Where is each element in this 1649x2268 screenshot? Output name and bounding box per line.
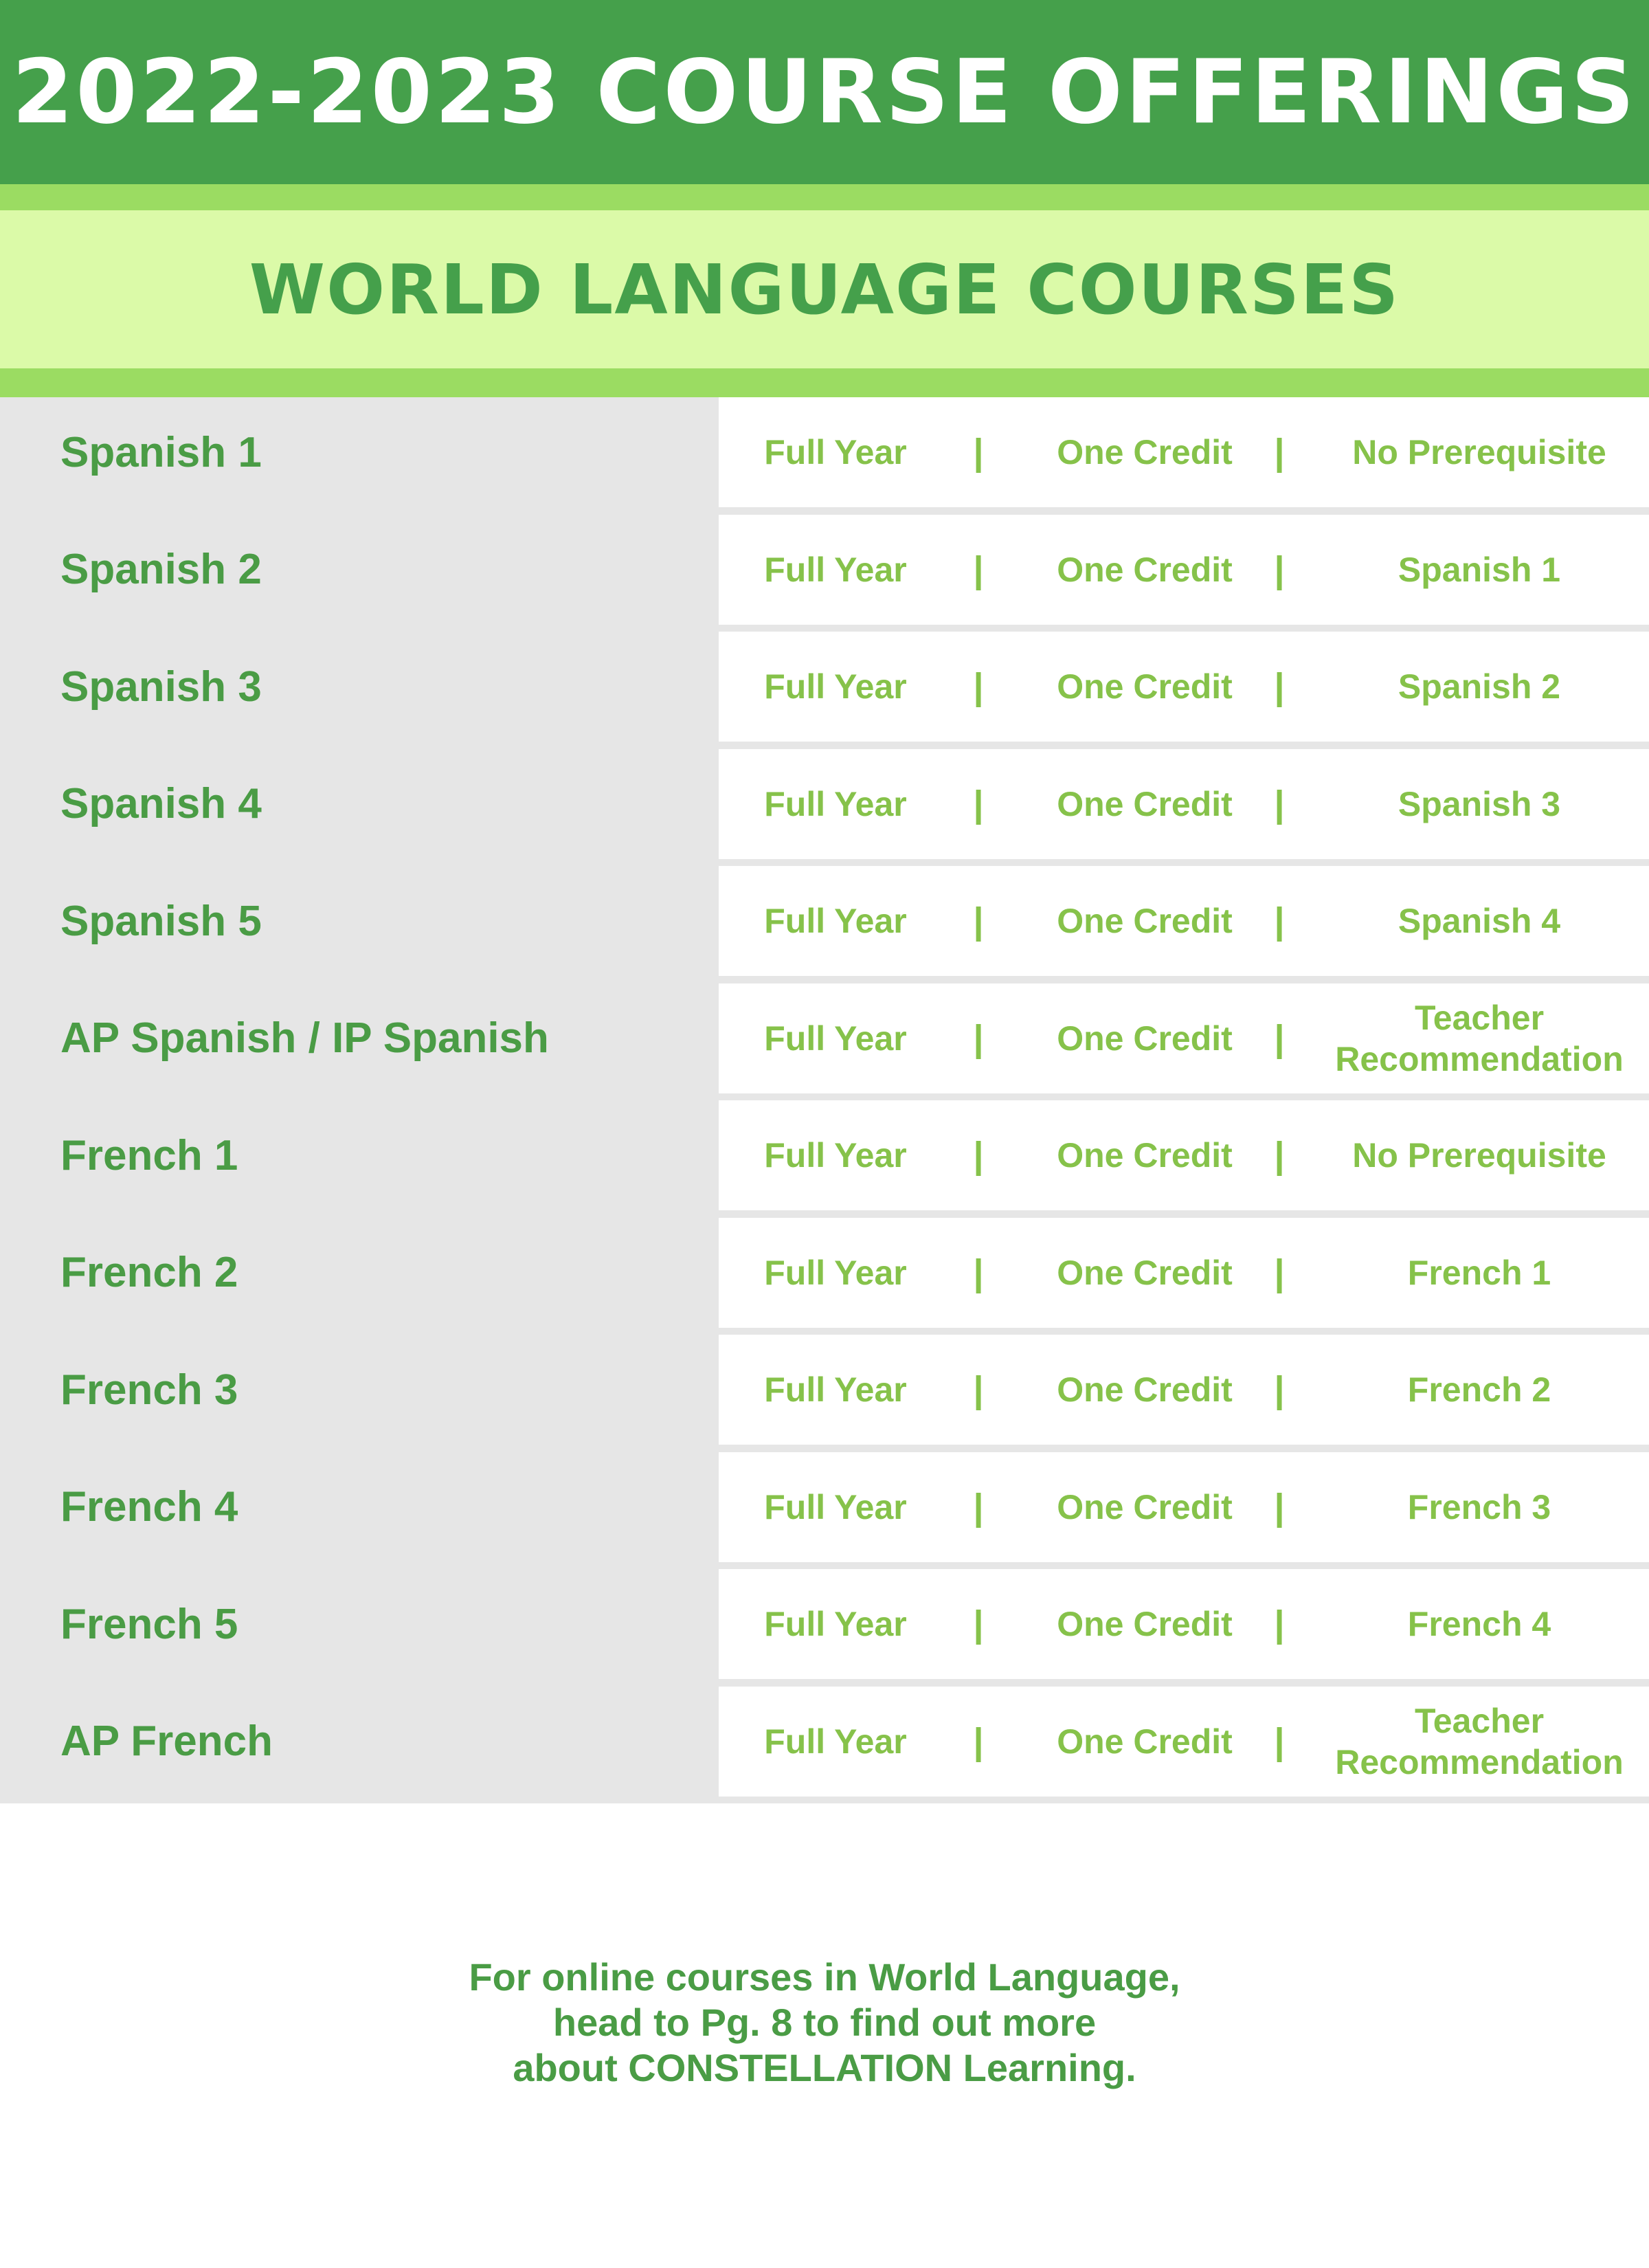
course-credit: One Credit (1057, 1605, 1233, 1643)
course-details (719, 1100, 1649, 1210)
course-row (0, 1218, 1649, 1335)
column-separator: | (1274, 1252, 1285, 1293)
course-prerequisite: Spanish 4 (1398, 902, 1561, 940)
column-separator: | (1274, 1486, 1285, 1528)
course-prerequisite: French 2 (1407, 1370, 1551, 1409)
course-row (0, 1452, 1649, 1570)
course-credit: One Credit (1057, 433, 1233, 471)
course-duration: Full Year (764, 1019, 907, 1058)
divider-stripe (0, 184, 1649, 210)
course-table (0, 397, 1649, 1803)
column-separator: | (1274, 1135, 1285, 1176)
course-duration: Full Year (764, 1370, 907, 1409)
course-name: Spanish 5 (60, 897, 262, 945)
course-details (719, 515, 1649, 625)
course-details (719, 866, 1649, 976)
course-row (0, 866, 1649, 983)
course-details (719, 1687, 1649, 1797)
divider-stripe (0, 368, 1649, 397)
course-duration: Full Year (764, 1487, 907, 1526)
column-separator: | (1274, 1603, 1285, 1645)
course-name: French 1 (60, 1131, 238, 1179)
column-separator: | (1274, 1017, 1285, 1059)
course-credit: One Credit (1057, 550, 1233, 589)
course-details (719, 632, 1649, 742)
course-details (719, 983, 1649, 1093)
course-credit: One Credit (1057, 784, 1233, 823)
course-row (0, 397, 1649, 515)
footer-line: about CONSTELLATION Learning. (513, 2046, 1136, 2089)
course-credit: One Credit (1057, 1253, 1233, 1292)
column-separator: | (973, 548, 984, 590)
column-separator: | (1274, 1720, 1285, 1762)
footer-note (0, 1955, 1649, 2091)
course-name: Spanish 2 (60, 546, 262, 593)
course-details (719, 1335, 1649, 1445)
course-prerequisite: Spanish 1 (1398, 550, 1561, 589)
course-details (719, 1452, 1649, 1562)
course-duration: Full Year (764, 550, 907, 589)
course-duration: Full Year (764, 1253, 907, 1292)
course-name: AP Spanish / IP Spanish (60, 1014, 549, 1062)
course-duration: Full Year (764, 667, 907, 706)
course-prerequisite: French 1 (1407, 1253, 1551, 1292)
course-prerequisite: French 4 (1407, 1605, 1551, 1643)
column-separator: | (973, 432, 984, 473)
column-separator: | (973, 1369, 984, 1410)
course-credit: One Credit (1057, 1136, 1233, 1175)
course-details (719, 397, 1649, 507)
course-credit: One Credit (1057, 1370, 1233, 1409)
course-duration: Full Year (764, 784, 907, 823)
course-prerequisite: No Prerequisite (1352, 433, 1606, 471)
course-name: Spanish 3 (60, 663, 262, 711)
column-separator: | (1274, 666, 1285, 707)
course-row (0, 749, 1649, 867)
course-prerequisite: Spanish 3 (1398, 784, 1561, 823)
course-prerequisite: Teacher Recommendation (1335, 998, 1624, 1078)
course-prerequisite: Teacher Recommendation (1335, 1701, 1624, 1781)
course-row (0, 983, 1649, 1101)
column-separator: | (973, 1135, 984, 1176)
course-name: AP French (60, 1717, 273, 1765)
course-row (0, 1569, 1649, 1687)
footer-line: For online courses in World Language, (469, 1955, 1180, 1999)
course-name: Spanish 1 (60, 428, 262, 476)
course-credit: One Credit (1057, 1722, 1233, 1761)
course-credit: One Credit (1057, 667, 1233, 706)
course-details (719, 1218, 1649, 1328)
column-separator: | (1274, 783, 1285, 825)
course-duration: Full Year (764, 902, 907, 940)
course-credit: One Credit (1057, 1019, 1233, 1058)
course-credit: One Credit (1057, 902, 1233, 940)
course-prerequisite: Spanish 2 (1398, 667, 1561, 706)
column-separator: | (973, 1252, 984, 1293)
column-separator: | (973, 1017, 984, 1059)
course-duration: Full Year (764, 1136, 907, 1175)
course-details (719, 749, 1649, 859)
course-duration: Full Year (764, 1722, 907, 1761)
course-details (719, 1569, 1649, 1679)
page-title: 2022-2023 COURSE OFFERINGS (12, 41, 1637, 144)
footer-line: head to Pg. 8 to find out more (552, 2001, 1097, 2044)
column-separator: | (1274, 1369, 1285, 1410)
course-prerequisite: No Prerequisite (1352, 1136, 1606, 1175)
column-separator: | (973, 1603, 984, 1645)
course-duration: Full Year (764, 1605, 907, 1643)
course-row (0, 632, 1649, 749)
course-row (0, 1687, 1649, 1804)
section-title: WORLD LANGUAGE COURSES (249, 249, 1400, 330)
column-separator: | (1274, 432, 1285, 473)
course-row (0, 1100, 1649, 1218)
column-separator: | (973, 900, 984, 942)
column-separator: | (973, 783, 984, 825)
course-name: Spanish 4 (60, 780, 262, 827)
course-name: French 5 (60, 1600, 238, 1648)
course-name: French 3 (60, 1366, 238, 1414)
course-credit: One Credit (1057, 1487, 1233, 1526)
column-separator: | (973, 666, 984, 707)
course-duration: Full Year (764, 433, 907, 471)
column-separator: | (973, 1720, 984, 1762)
course-name: French 2 (60, 1249, 238, 1296)
column-separator: | (973, 1486, 984, 1528)
course-name: French 4 (60, 1483, 238, 1531)
title-banner (0, 0, 1649, 184)
course-row (0, 1335, 1649, 1452)
column-separator: | (1274, 900, 1285, 942)
course-prerequisite: French 3 (1407, 1487, 1551, 1526)
column-separator: | (1274, 548, 1285, 590)
subtitle-banner (0, 210, 1649, 368)
course-row (0, 515, 1649, 632)
